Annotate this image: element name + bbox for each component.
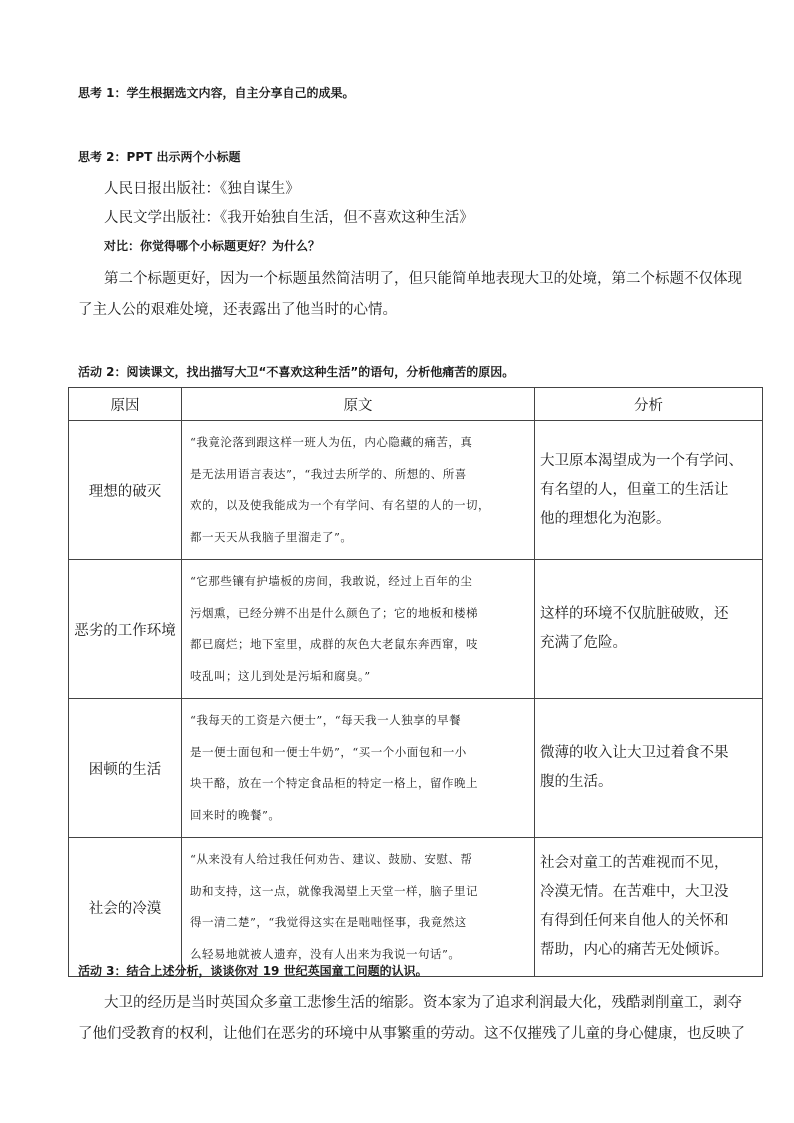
answer-line-1: 第二个标题更好，因为一个标题虽然简洁明了，但只能简单地表现大卫的处境，第二个标题不仅体现 bbox=[104, 271, 742, 287]
title-option-2: 人民文学出版社：《我开始独自生活，但不喜欢这种生活》 bbox=[104, 210, 474, 226]
quote-line: 欢的，以及使我能成为一个有学问、有名望的人的一切， bbox=[190, 498, 490, 512]
analysis-line: 大卫原本渴望成为一个有学问、 bbox=[540, 452, 743, 469]
row-reason: 恶劣的工作环境 bbox=[69, 560, 182, 699]
quote-line: 污烟熏，已经分辨不出是什么颜色了；它的地板和楼梯 bbox=[190, 605, 478, 620]
quote-line: 吱乱叫；这儿到处是污垢和腐臭。” bbox=[190, 668, 371, 683]
header-analysis: 分析 bbox=[535, 388, 763, 421]
quote-line: 是无法用语言表达”，“我过去所学的、所想的、所喜 bbox=[190, 466, 467, 481]
analysis-line: 有得到任何来自他人的关怀和 bbox=[540, 913, 729, 929]
activity3-answer-line-2: 了他们受教育的权利，让他们在恶劣的环境中从事繁重的劳动。这不仅摧残了儿童的身心健康，也反映了 bbox=[78, 1026, 745, 1042]
activity3-heading: 活动 3：结合上述分析，谈谈你对 19 世纪英国童工问题的认识。 bbox=[78, 964, 428, 978]
quote-line: 回来时的晚餐”。 bbox=[190, 807, 281, 822]
quote-line: 助和支持，这一点，就像我渴望上天堂一样，脑子里记 bbox=[190, 883, 478, 898]
header-reason: 原因 bbox=[69, 388, 182, 421]
row-analysis bbox=[535, 699, 763, 838]
answer-line-2: 了主人公的艰难处境，还表露出了他当时的心情。 bbox=[78, 302, 397, 318]
title-option-1: 人民日报出版社：《独自谋生》 bbox=[104, 181, 300, 197]
table-row bbox=[69, 699, 763, 838]
row-original bbox=[182, 421, 535, 560]
row-reason: 理想的破灭 bbox=[69, 421, 182, 560]
quote-line: 么轻易地就被人遗弃，没有人出来为我说一句话”。 bbox=[190, 946, 461, 961]
analysis-table bbox=[68, 387, 763, 977]
analysis-line: 这样的环境不仅肮脏破败，还 bbox=[540, 606, 729, 622]
row-analysis bbox=[535, 421, 763, 560]
think2-heading: 思考 2：PPT 出示两个小标题 bbox=[78, 150, 241, 164]
table-row bbox=[69, 838, 763, 977]
quote-line: 块干酪，放在一个特定食品柜的特定一格上，留作晚上 bbox=[190, 776, 478, 790]
table-row bbox=[69, 421, 763, 560]
analysis-line: 有名望的人，但童工的生活让 bbox=[540, 481, 729, 498]
row-analysis bbox=[535, 560, 763, 699]
row-reason: 困顿的生活 bbox=[69, 699, 182, 838]
compare-question: 对比：你觉得哪个小标题更好？为什么？ bbox=[104, 239, 321, 253]
activity3-answer-line-1: 大卫的经历是当时英国众多童工悲惨生活的缩影。资本家为了追求利润最大化，残酷剥削童工，剥夺 bbox=[104, 995, 742, 1011]
table-row bbox=[69, 560, 763, 699]
row-original bbox=[182, 699, 535, 838]
quote-line: “它那些镶有护墙板的房间，我敢说，经过上百年的尘 bbox=[190, 574, 473, 588]
row-analysis bbox=[535, 838, 763, 977]
analysis-line: 充满了危险。 bbox=[540, 635, 627, 651]
analysis-line: 帮助，内心的痛苦无处倾诉。 bbox=[540, 942, 729, 958]
quote-line: 都一天天从我脑子里溜走了”。 bbox=[190, 529, 353, 544]
quote-line: 是一便士面包和一便士牛奶”，“买一个小面包和一小 bbox=[190, 744, 467, 759]
row-original bbox=[182, 560, 535, 699]
analysis-line: 社会对童工的苦难视而不见， bbox=[540, 855, 729, 871]
analysis-line: 腹的生活。 bbox=[540, 774, 613, 790]
analysis-line: 他的理想化为泡影。 bbox=[540, 510, 671, 527]
row-reason: 社会的冷漠 bbox=[69, 838, 182, 977]
quote-line: “从来没有人给过我任何劝告、建议、鼓励、安慰、帮 bbox=[190, 852, 473, 866]
activity2-heading: 活动 2：阅读课文，找出描写大卫“不喜欢这种生活”的语句，分析他痛苦的原因。 bbox=[78, 365, 515, 379]
quote-line: 都已腐烂；地下室里，成群的灰色大老鼠东奔西窜，吱 bbox=[190, 637, 478, 651]
quote-line: “我竟沦落到跟这样一班人为伍，内心隐藏的痛苦，真 bbox=[190, 435, 473, 449]
analysis-line: 微薄的收入让大卫过着食不果 bbox=[540, 745, 729, 761]
quote-line: 得一清二楚”，“我觉得这实在是咄咄怪事，我竟然这 bbox=[190, 915, 467, 929]
header-original: 原文 bbox=[182, 388, 535, 421]
think1-text: 思考 1：学生根据选文内容，自主分享自己的成果。 bbox=[78, 86, 355, 100]
analysis-line: 冷漠无情。在苦难中，大卫没 bbox=[540, 884, 729, 900]
row-original bbox=[182, 838, 535, 977]
quote-line: “我每天的工资是六便士”，“每天我一人独享的早餐 bbox=[190, 713, 462, 727]
table-header-row bbox=[69, 388, 763, 421]
